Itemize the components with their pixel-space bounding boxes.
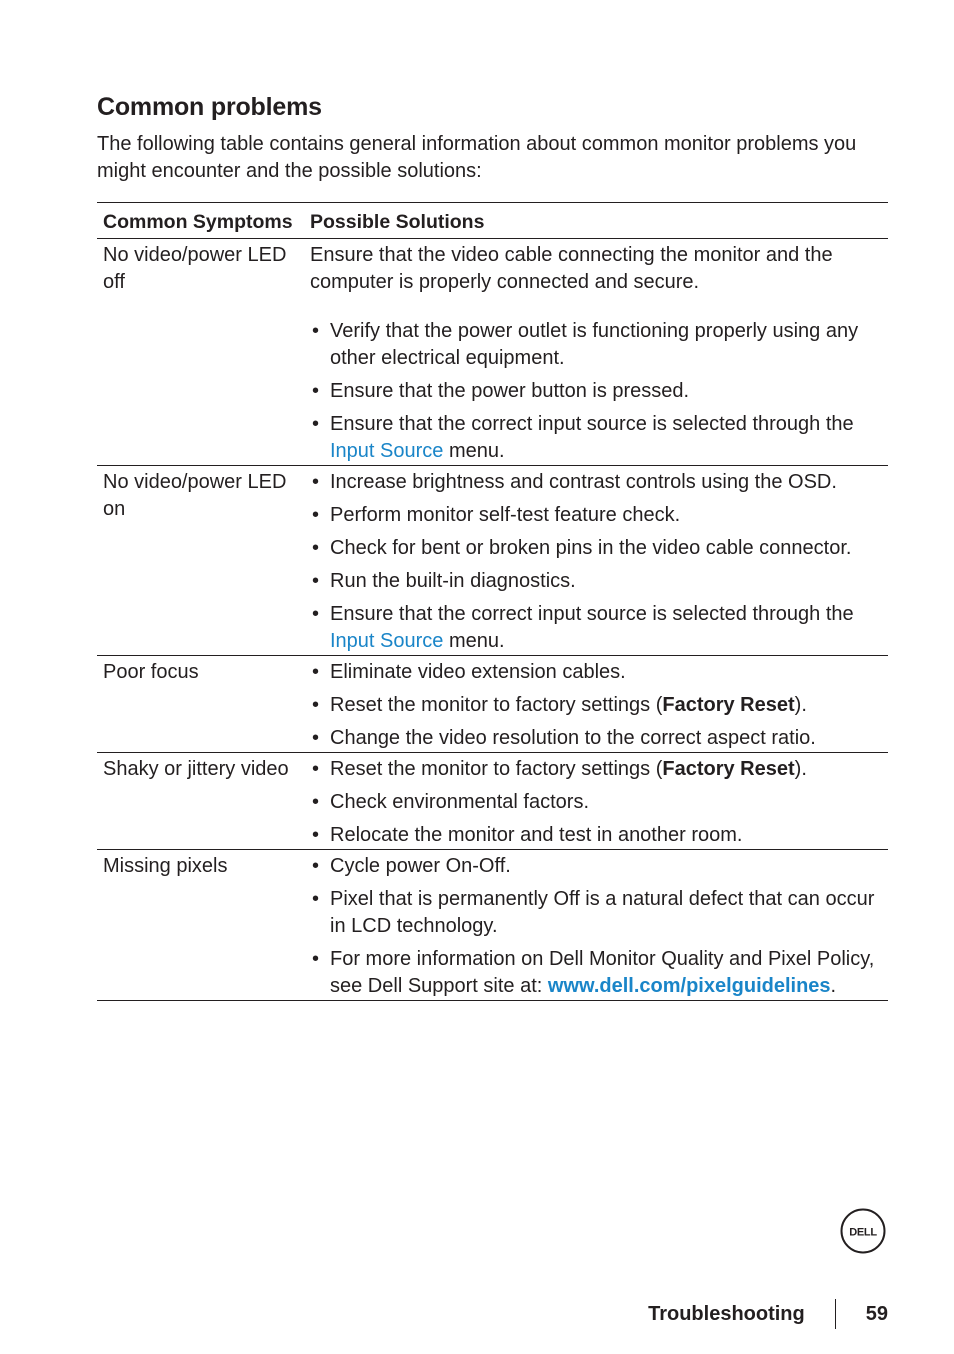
bullet-icon: • [312,888,320,910]
footer-section-title: Troubleshooting [648,1302,805,1325]
solution-item [310,822,888,849]
solution-item [310,568,888,595]
solution-lead-text: Ensure that the video cable connecting the monitor and the computer is properly connected and secure. [310,244,833,293]
solution-item [310,659,888,686]
bullet-icon: • [312,320,320,342]
bullet-icon: • [312,537,320,559]
solution-item-text: Verify that the power outlet is functioning properly using any other electrical equipment. [330,320,859,369]
solution-item [310,502,888,529]
solution-list [310,853,888,1000]
bullet-icon: • [312,791,320,813]
solution-item-text: Ensure that the correct input source is selected through the [330,603,854,625]
page-footer [648,1299,888,1329]
solution-item-text: Ensure that the correct input source is selected through the [330,413,854,435]
solution-item [310,411,888,465]
bullet-icon: • [312,471,320,493]
symptom-cell: No video/power LED on [103,471,287,520]
header-symptoms: Common Symptoms [103,211,293,233]
solution-item-text: Run the built-in diagnostics. [330,570,576,592]
table-header-row [97,203,888,239]
table-body [97,239,888,1001]
bullet-icon: • [312,727,320,749]
solution-item [310,378,888,405]
solution-cell [304,853,888,1000]
symptom-cell: Shaky or jittery video [103,758,289,780]
solution-item [310,756,888,783]
dell-logo-text: DELL [849,1226,877,1239]
bullet-icon: • [312,824,320,846]
footer-page-number: 59 [865,1302,888,1325]
solution-item-text: Eliminate video extension cables. [330,661,626,683]
solution-item-text: Relocate the monitor and test in another room. [330,824,743,846]
table-row [97,466,888,656]
solution-item [310,946,888,1000]
symptom-cell: No video/power LED off [103,244,287,293]
page-heading: Common problems [97,93,322,121]
solution-item [310,725,888,752]
solution-item-text: Increase brightness and contrast controls using the OSD. [330,471,837,493]
table-row [97,850,888,1001]
bullet-icon: • [312,413,320,435]
table-row [97,239,888,466]
table-row [97,753,888,850]
table-row [97,656,888,753]
footer-divider [835,1299,836,1329]
solution-item [310,692,888,719]
solution-item [310,469,888,496]
common-problems-table [97,202,888,1001]
symptom-cell: Missing pixels [103,855,228,877]
intro-paragraph: The following table contains general information about common monitor problems you might encounter and the possible solutions: [97,133,857,182]
bullet-icon: • [312,661,320,683]
solution-item-text: . [830,975,837,997]
solution-item-text: Ensure that the power button is pressed. [330,380,690,402]
solution-item [310,601,888,655]
bullet-icon: • [312,758,320,780]
solution-cell [304,242,888,465]
symptom-cell: Poor focus [103,661,199,683]
input-source-menu-link[interactable]: Input Source [330,630,444,652]
solution-item-text: Cycle power On-Off. [330,855,511,877]
dell-logo-icon [840,1208,886,1254]
solution-item [310,853,888,880]
solution-item-text: For more information on Dell Monitor Quality and Pixel Policy, see Dell Support site at: [330,948,875,997]
solution-item-text: menu. [443,630,505,652]
solution-list [310,659,888,752]
bullet-icon: • [312,380,320,402]
solution-item [310,789,888,816]
bullet-icon: • [312,504,320,526]
bullet-icon: • [312,855,320,877]
input-source-menu-link[interactable]: Input Source [330,440,444,462]
solution-item-text: Reset the monitor to factory settings ( [330,758,663,780]
bullet-icon: • [312,694,320,716]
bullet-icon: • [312,948,320,970]
solution-item [310,535,888,562]
solution-item [310,886,888,940]
solution-item-text: Check environmental factors. [330,791,590,813]
solution-item-text: Check for bent or broken pins in the video cable connector. [330,537,852,559]
solution-list [310,469,888,655]
solution-item-text: menu. [443,440,505,462]
bullet-icon: • [312,570,320,592]
solution-list [310,318,888,465]
solution-item-text: Pixel that is permanently Off is a natural defect that can occur in LCD technology. [330,888,875,937]
solution-cell [304,659,888,752]
solution-item-text: Change the video resolution to the correct aspect ratio. [330,727,816,749]
solution-item [310,318,888,372]
factory-reset-label: Factory Reset [662,694,795,716]
solution-item-text: Reset the monitor to factory settings ( [330,694,663,716]
header-solutions: Possible Solutions [310,211,485,233]
factory-reset-label: Factory Reset [662,758,795,780]
dell-pixel-guidelines-link[interactable]: www.dell.com/pixelguidelines [547,975,831,997]
bullet-icon: • [312,603,320,625]
solution-cell [304,469,888,655]
solution-item-text: ). [794,758,807,780]
solution-item-text: ). [794,694,807,716]
solution-cell [304,756,888,849]
solution-item-text: Perform monitor self-test feature check. [330,504,681,526]
solution-list [310,756,888,849]
